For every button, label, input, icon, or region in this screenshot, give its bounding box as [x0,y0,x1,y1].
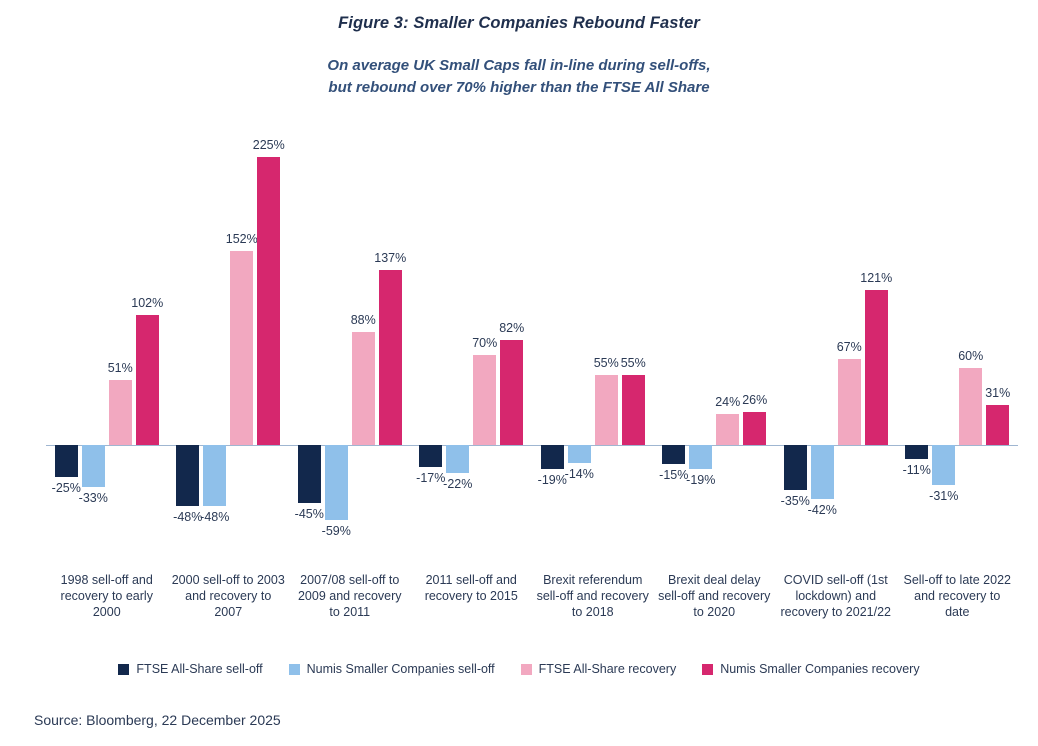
bar-column [564,120,594,550]
bar-group [897,120,1019,550]
bar-column [109,120,132,550]
bar [325,445,348,520]
bar [352,332,375,445]
bar-column [929,120,959,550]
bar-value-label: 67% [836,340,862,355]
category-label: Brexit referendum sell-off and recovery to 2018 [536,573,649,619]
bar [932,445,955,485]
bar-value-label: -48% [200,510,230,525]
bar [473,355,496,445]
bar [419,445,442,467]
bar [622,375,645,445]
bar-group-bars [168,120,290,550]
category-label: COVID sell-off (1st lockdown) and recovery to 2021/22 [780,573,891,619]
bar [136,315,159,445]
bar-column [443,120,473,550]
legend-item[interactable] [521,662,677,676]
legend-label: FTSE All-Share sell-off [136,662,263,676]
legend-item[interactable] [118,662,262,676]
bar-group [411,120,533,550]
legend-item[interactable] [289,662,495,676]
bar-value-label: -17% [416,470,446,485]
category-label: 1998 sell-off and recovery to early 2000 [60,573,153,619]
legend-swatch-icon [289,664,300,675]
bar [595,375,618,445]
bar-column [321,120,351,550]
bar-column [807,120,837,550]
bar-group-bars [654,120,776,550]
bar-column [780,120,810,550]
bar [689,445,712,469]
bar-column [500,120,523,550]
chart-subtitle [0,55,1038,99]
bar [446,445,469,473]
bar-value-label: -35% [780,493,810,508]
legend-label: FTSE All-Share recovery [538,662,677,676]
bar-group-bars [775,120,897,550]
plot-area [0,120,1038,619]
bar-value-label: -15% [659,468,689,483]
bar-value-label: 82% [499,321,525,336]
bar-value-label: 225% [252,138,285,153]
bar-value-label: 55% [593,355,619,370]
chart-subtitle-line-2: but rebound over 70% higher than the FTSE All Share [328,79,710,96]
legend-swatch-icon [702,664,713,675]
bar-column [473,120,496,550]
bar-value-label: -45% [294,506,324,521]
bar [865,290,888,445]
bar-value-label: 60% [958,349,984,364]
bar-value-label: 24% [715,395,741,410]
chart-title: Figure 3: Smaller Companies Rebound Faster [338,14,700,32]
bar [541,445,564,469]
bar-group [532,120,654,550]
bar [176,445,199,506]
bar-value-label: 121% [860,271,893,286]
category-label: Sell-off to late 2022 and recovery to date [903,573,1011,619]
legend-swatch-icon [118,664,129,675]
bar-column [860,120,893,550]
bar [716,414,739,445]
bar-value-label: 55% [620,355,646,370]
bar-groups [46,120,1018,550]
bar-group-bars [411,120,533,550]
bar-value-label: 137% [374,250,407,265]
bar-column [78,120,108,550]
chart-legend [0,662,1038,676]
bar [298,445,321,503]
bar-group [289,120,411,550]
bar-value-label: 102% [131,295,164,310]
bar-column [225,120,258,550]
bar-column [716,120,739,550]
bar-column [659,120,689,550]
bar-group-bars [46,120,168,550]
bar [838,359,861,445]
bar-column [200,120,230,550]
bar-column [902,120,931,550]
bar-group [654,120,776,550]
bar-group-bars [897,120,1019,550]
bar-value-label: -59% [321,524,351,539]
bar-value-label: -19% [537,473,567,488]
bar [82,445,105,487]
bar-value-label: -48% [173,510,203,525]
bar-group-bars [289,120,411,550]
source-note: Source: Bloomberg, 22 December 2025 [34,712,281,728]
bar-value-label: -22% [443,477,473,492]
bar-value-label: -42% [807,502,837,517]
bar-value-label: 31% [985,386,1011,401]
bar [230,251,253,445]
bar-value-label: 152% [225,231,258,246]
bar-column [131,120,164,550]
legend-label: Numis Smaller Companies recovery [720,662,920,676]
bar-group [775,120,897,550]
bar-value-label: -14% [564,466,594,481]
legend-swatch-icon [521,664,532,675]
bar [500,340,523,445]
bar-value-label: 51% [107,360,133,375]
bar [568,445,591,463]
bar [959,368,982,445]
category-labels [46,572,1018,620]
bar [379,270,402,445]
bar-column [416,120,446,550]
bar-value-label: 26% [742,392,768,407]
bar [986,405,1009,445]
bar [784,445,807,490]
bar [109,380,132,445]
bar-column [622,120,645,550]
legend-item[interactable] [702,662,919,676]
bar-group-bars [532,120,654,550]
bar-column [838,120,861,550]
bar-column [173,120,203,550]
chart-subtitle-line-1: On average UK Small Caps fall in-line during sell-offs, [327,57,711,74]
bar-value-label: 70% [472,336,498,351]
bar-value-label: -31% [929,488,959,503]
bar [662,445,685,464]
bar-column [743,120,766,550]
legend-label: Numis Smaller Companies sell-off [306,662,495,676]
category-label: 2007/08 sell-off to 2009 and recovery to 2011 [297,573,402,619]
bar-column [686,120,716,550]
bar-column [252,120,285,550]
bar-column [537,120,567,550]
bar [811,445,834,499]
bar [203,445,226,506]
bar-value-label: -25% [51,480,81,495]
bar-value-label: -11% [902,463,931,478]
bar-column [986,120,1009,550]
bar [55,445,78,477]
bar-column [595,120,618,550]
category-label: Brexit deal delay sell-off and recovery to 2020 [658,573,771,619]
bar-group [46,120,168,550]
bar-column [374,120,407,550]
category-label: 2011 sell-off and recovery to 2015 [424,573,518,603]
category-label: 2000 sell-off to 2003 and recovery to 2007 [171,573,285,619]
bar-column [352,120,375,550]
bar-column [959,120,982,550]
bar-column [294,120,324,550]
bar-value-label: -33% [78,491,108,506]
bar [905,445,928,459]
bar-column [51,120,81,550]
bar [257,157,280,445]
bar [743,412,766,445]
bar-value-label: 88% [350,313,376,328]
bar-group [168,120,290,550]
bar-value-label: -19% [686,473,716,488]
